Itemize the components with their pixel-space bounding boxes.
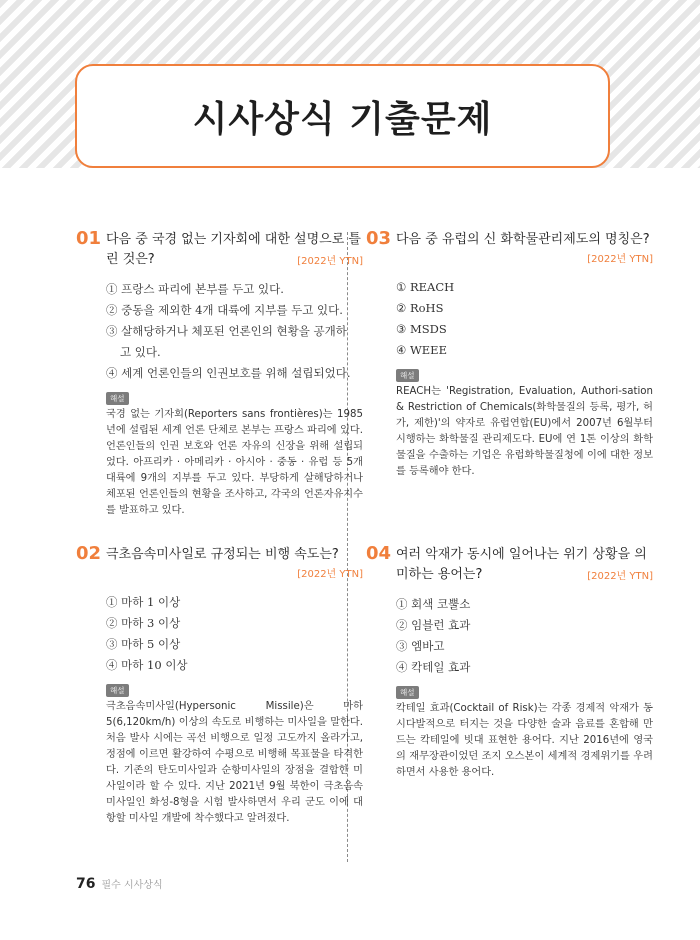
options-list — [396, 594, 653, 678]
question-text: 다음 중 유럽의 신 화학물관리제도의 명칭은? — [396, 232, 650, 247]
explanation-text: 칵테일 효과(Cocktail of Risk)는 각종 경제적 악재가 동시다발적으로 터지는 것을 다양한 술과 음료를 혼합해 만드는 칵테일에 빗대 표현한 용어다. 지난 2016년에 영국의 재무장관이었던 조지 오스본이 세계적 경제위기를 우려하면서 사용한 용어다. — [396, 703, 653, 778]
option-item: 고 있다. — [120, 345, 161, 359]
question-number: 03 — [366, 228, 392, 249]
option-item[interactable]: ① REACH — [396, 280, 455, 294]
question-source: [2022년 YTN] — [297, 256, 363, 267]
question-text: 극초음속미사일로 규정되는 비행 속도는? — [106, 547, 339, 562]
option-item[interactable]: ③ 엠바고 — [396, 639, 445, 653]
explanation-text: 국경 없는 기자회(Reporters sans frontières)는 1985년에 설립된 세계 언론 단체로 본부는 프랑스 파리에 있다. 언론인들의 인권 보호와 언론 자유의 신장을 위해 설립되었다. 아프리카 · 아메리카 · 아시아 · 중동 · 유럽 등 5개 대륙에 9개의 지부를 두고 있다. 부당하게 살해당하거나 체포된 언론인들의 현황을 조사하고, 각국의 언론자유지수를 발표하고 있다. — [106, 409, 363, 516]
option-item[interactable]: ④ WEEE — [396, 343, 447, 357]
question-text: 여러 악재가 동시에 일어나는 위기 상황을 의 미하는 용어는? — [396, 547, 647, 582]
page-number: 76 — [76, 876, 96, 892]
question-01 — [76, 228, 363, 519]
question-source: [2022년 YTN] — [297, 569, 363, 580]
question-03 — [366, 228, 653, 480]
question-source: [2022년 YTN] — [587, 571, 653, 582]
options-list — [396, 277, 653, 361]
option-item[interactable]: ③ 마하 5 이상 — [106, 637, 181, 651]
option-item[interactable]: ② 임블런 효과 — [396, 618, 471, 632]
page-footer — [76, 876, 163, 892]
explanation-badge: 해설 — [396, 369, 419, 382]
option-item[interactable]: ① 회색 코뿔소 — [396, 597, 471, 611]
explanation-badge: 해설 — [106, 392, 129, 405]
question-02 — [76, 543, 363, 827]
question-number: 02 — [76, 543, 102, 564]
explanation-text: 극초음속미사일(Hypersonic Missile)은 마하 5(6,120km/h) 이상의 속도로 비행하는 미사일을 말한다. 처음 발사 시에는 곡선 비행으로 일정 고도까지 올라가고, 정점에 이르면 활강하여 수평으로 비행해 목표물을 타격한다. 기존의 탄도미사일과 순항미사일의 장점을 결합한 미사일이라 할 수 있다. 지난 2021년 9월 북한이 극초음속미사일인 화성-8형을 시험 발사하면서 우리 군도 이에 대항할 미사일 개발에 착수했다고 알려졌다. — [106, 701, 363, 824]
page-title: 시사상식 기출문제 — [192, 98, 493, 140]
explanation-badge: 해설 — [396, 686, 419, 699]
explanation-text: REACH는 'Registration, Evaluation, Authori-sation & Restriction of Chemicals(화학물질의 등록, 평가, 허가, 제한)'의 약자로 유럽연합(EU)에서 2007년 6월부터 시행하는 화학물질 관리제도다. EU에 연 1톤 이상의 화학물질을 수출하는 기업은 유럽화학물질청에 이에 대한 정보를 등록해야 한다. — [396, 386, 653, 477]
question-number: 04 — [366, 543, 392, 564]
book-title: 필수 시사상식 — [101, 880, 163, 891]
option-item[interactable]: ① 마하 1 이상 — [106, 595, 181, 609]
options-list — [106, 592, 363, 676]
option-item[interactable]: ④ 칵테일 효과 — [396, 660, 471, 674]
option-item[interactable]: ② 중동을 제외한 4개 대륙에 지부를 두고 있다. — [106, 303, 343, 317]
option-item[interactable]: ② 마하 3 이상 — [106, 616, 181, 630]
option-item[interactable]: ③ 살해당하거나 체포된 언론인의 현황을 공개하 — [106, 324, 347, 338]
option-item[interactable]: ② RoHS — [396, 301, 444, 315]
explanation-badge: 해설 — [106, 684, 129, 697]
question-04 — [366, 543, 653, 781]
option-item[interactable]: ④ 마하 10 이상 — [106, 658, 188, 672]
option-item[interactable]: ④ 세계 언론인들의 인권보호를 위해 설립되었다. — [106, 366, 351, 380]
option-item[interactable]: ① 프랑스 파리에 본부를 두고 있다. — [106, 282, 284, 296]
question-text: 다음 중 국경 없는 기자회에 대한 설명으로 틀 린 것은? — [106, 232, 361, 267]
options-list — [106, 279, 363, 384]
title-box — [75, 64, 610, 168]
question-number: 01 — [76, 228, 102, 249]
question-source: [2022년 YTN] — [587, 254, 653, 265]
option-item[interactable]: ③ MSDS — [396, 322, 447, 336]
